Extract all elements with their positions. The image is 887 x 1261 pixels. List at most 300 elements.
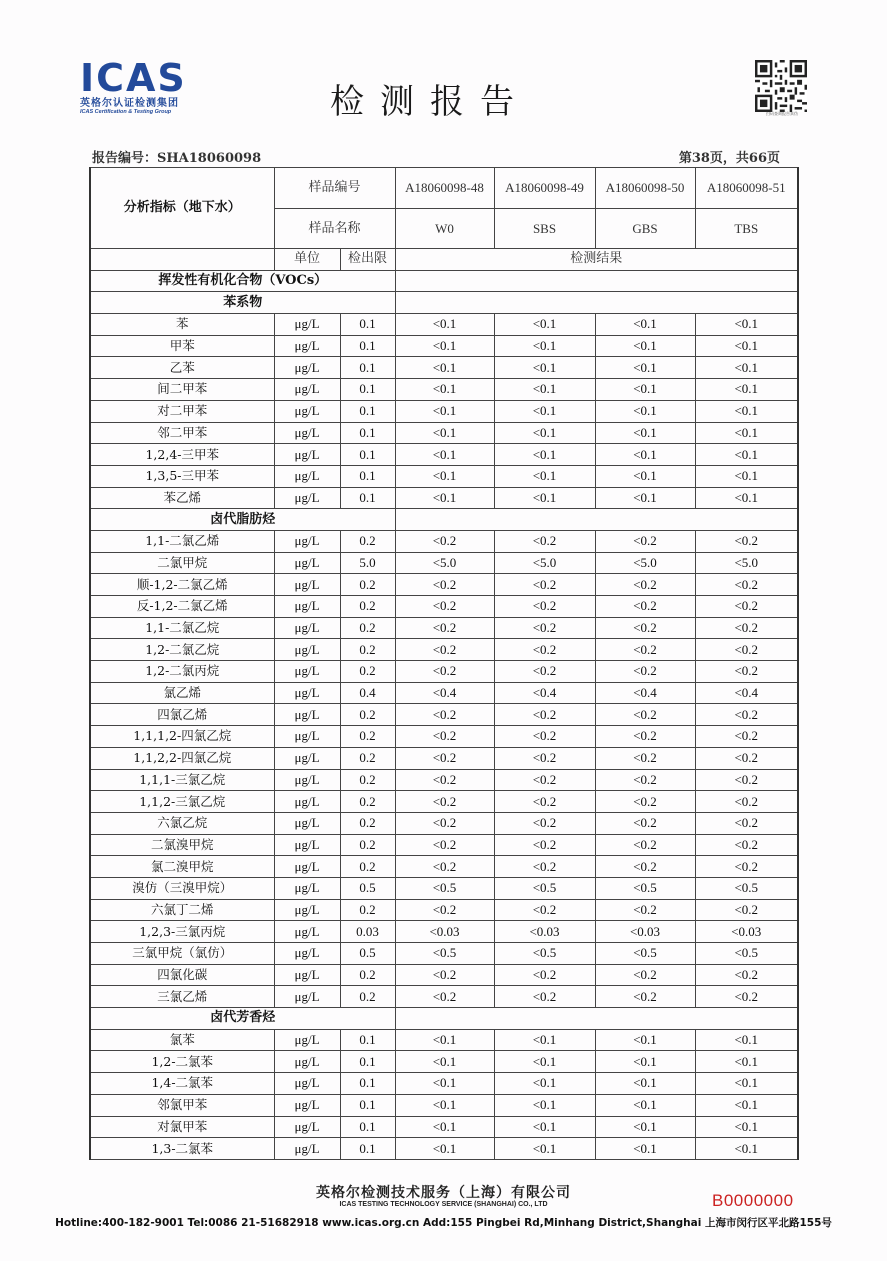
result-cell: <0.2 <box>595 856 695 878</box>
limit-cell: 0.1 <box>340 400 395 422</box>
unit-cell: μg/L <box>274 921 340 943</box>
result-cell: <0.1 <box>494 1116 595 1138</box>
result-cell: <0.2 <box>595 596 695 618</box>
result-cell: <0.2 <box>395 791 494 813</box>
result-cell: <0.2 <box>494 747 595 769</box>
result-cell: <0.2 <box>494 899 595 921</box>
section-blank-cell <box>395 270 798 292</box>
result-cell: <0.2 <box>695 899 798 921</box>
result-cell: <0.2 <box>494 704 595 726</box>
result-cell: <0.1 <box>494 379 595 401</box>
limit-cell: 0.2 <box>340 834 395 856</box>
limit-cell: 0.2 <box>340 812 395 834</box>
result-cell: <0.1 <box>494 1138 595 1160</box>
section-row <box>90 509 798 531</box>
result-cell: <0.1 <box>395 487 494 509</box>
section-label: 挥发性有机化合物（VOCs） <box>90 270 395 292</box>
unit-cell: μg/L <box>274 596 340 618</box>
analyte-name: 溴仿（三溴甲烷） <box>90 877 274 899</box>
limit-cell: 0.2 <box>340 856 395 878</box>
result-cell: <0.2 <box>494 986 595 1008</box>
limit-cell: 0.4 <box>340 682 395 704</box>
result-cell: <0.2 <box>695 964 798 986</box>
unit-cell: μg/L <box>274 1138 340 1160</box>
result-cell: <0.1 <box>695 1051 798 1073</box>
table-row <box>90 704 798 726</box>
result-cell: <0.5 <box>395 943 494 965</box>
table-row <box>90 943 798 965</box>
result-cell: <0.1 <box>494 1029 595 1051</box>
limit-label: 检出限 <box>340 249 395 271</box>
section-blank-cell <box>395 292 798 314</box>
table-row <box>90 1029 798 1051</box>
table-row <box>90 335 798 357</box>
result-cell: <0.1 <box>494 335 595 357</box>
analyte-name: 1,1-二氯乙烷 <box>90 617 274 639</box>
analyte-name: 1,1,2,2-四氯乙烷 <box>90 747 274 769</box>
result-cell: <0.2 <box>595 791 695 813</box>
unit-cell: μg/L <box>274 812 340 834</box>
limit-cell: 0.2 <box>340 747 395 769</box>
limit-cell: 0.1 <box>340 314 395 336</box>
result-label: 检测结果 <box>395 249 798 271</box>
result-cell: <0.1 <box>695 314 798 336</box>
document-title: 检测报告 <box>330 82 530 122</box>
table-row <box>90 422 798 444</box>
limit-cell: 0.1 <box>340 1073 395 1095</box>
section-label: 苯系物 <box>90 292 395 314</box>
qr-caption: 扫码查询报告真伪 <box>766 111 798 116</box>
unit-cell: μg/L <box>274 444 340 466</box>
result-cell: <0.1 <box>595 1073 695 1095</box>
limit-cell: 0.2 <box>340 899 395 921</box>
result-cell: <0.5 <box>595 943 695 965</box>
analyte-name: 对氯甲苯 <box>90 1116 274 1138</box>
results-table <box>89 167 799 1160</box>
result-cell: <0.1 <box>395 1051 494 1073</box>
result-cell: <0.1 <box>695 465 798 487</box>
result-cell: <0.03 <box>695 921 798 943</box>
logo-mark: ICAS <box>80 56 187 100</box>
table-row <box>90 465 798 487</box>
analyte-name: 氯苯 <box>90 1029 274 1051</box>
result-cell: <0.2 <box>595 769 695 791</box>
result-cell: <0.1 <box>695 487 798 509</box>
result-cell: <0.2 <box>595 747 695 769</box>
analyte-name: 1,2,3-三氯丙烷 <box>90 921 274 943</box>
result-cell: <0.2 <box>395 834 494 856</box>
analyte-name: 四氯乙烯 <box>90 704 274 726</box>
result-cell: <0.2 <box>494 791 595 813</box>
header-row-sample-id <box>90 168 798 209</box>
result-cell: <0.2 <box>494 856 595 878</box>
result-cell: <0.1 <box>494 487 595 509</box>
result-cell: <0.1 <box>395 379 494 401</box>
analyte-name: 二氯甲烷 <box>90 552 274 574</box>
unit-cell: μg/L <box>274 834 340 856</box>
result-cell: <0.1 <box>595 465 695 487</box>
unit-cell: μg/L <box>274 964 340 986</box>
result-cell: <0.1 <box>494 1051 595 1073</box>
section-label: 卤代芳香烃 <box>90 1008 395 1030</box>
header-row-units <box>90 249 798 271</box>
result-cell: <0.1 <box>395 444 494 466</box>
result-cell: <5.0 <box>494 552 595 574</box>
table-row <box>90 899 798 921</box>
result-cell: <0.1 <box>695 444 798 466</box>
logo-english-name: ICAS Certification & Testing Group <box>80 109 172 115</box>
analyte-name: 苯 <box>90 314 274 336</box>
analyte-name: 二氯溴甲烷 <box>90 834 274 856</box>
result-cell: <0.2 <box>395 964 494 986</box>
unit-cell: μg/L <box>274 357 340 379</box>
limit-cell: 0.1 <box>340 1138 395 1160</box>
contact-line: Hotline:400-182-9001 Tel:0086 21-51682918 www.icas.org.cn Add:155 Pingbei Rd,Minhang District,Shanghai 上海市闵行区平北路155号 <box>55 1217 832 1229</box>
result-cell: <5.0 <box>395 552 494 574</box>
result-cell: <0.1 <box>695 379 798 401</box>
table-row <box>90 552 798 574</box>
table-row <box>90 661 798 683</box>
result-cell: <0.2 <box>695 639 798 661</box>
results-table-container <box>89 167 797 1160</box>
result-cell: <0.1 <box>595 1138 695 1160</box>
result-cell: <0.2 <box>395 530 494 552</box>
result-cell: <0.1 <box>494 422 595 444</box>
result-cell: <0.4 <box>395 682 494 704</box>
unit-cell: μg/L <box>274 639 340 661</box>
result-cell: <0.2 <box>395 899 494 921</box>
result-cell: <0.1 <box>595 1029 695 1051</box>
table-row <box>90 574 798 596</box>
sample-no-label: 样品编号 <box>274 168 395 209</box>
analyte-name: 苯乙烯 <box>90 487 274 509</box>
result-cell: <0.1 <box>494 1073 595 1095</box>
result-cell: <0.5 <box>494 943 595 965</box>
result-cell: <0.1 <box>395 465 494 487</box>
result-cell: <0.2 <box>494 661 595 683</box>
result-cell: <0.2 <box>494 726 595 748</box>
result-cell: <5.0 <box>695 552 798 574</box>
unit-cell: μg/L <box>274 877 340 899</box>
analysis-index-header: 分析指标（地下水） <box>90 168 274 249</box>
unit-cell: μg/L <box>274 617 340 639</box>
result-cell: <0.1 <box>595 379 695 401</box>
limit-cell: 0.2 <box>340 661 395 683</box>
result-cell: <0.5 <box>395 877 494 899</box>
table-row <box>90 357 798 379</box>
table-row <box>90 877 798 899</box>
result-cell: <0.2 <box>494 639 595 661</box>
result-cell: <0.03 <box>494 921 595 943</box>
result-cell: <0.2 <box>494 596 595 618</box>
result-cell: <0.2 <box>494 769 595 791</box>
section-blank-cell <box>395 509 798 531</box>
result-cell: <0.2 <box>595 834 695 856</box>
limit-cell: 0.2 <box>340 791 395 813</box>
limit-cell: 0.1 <box>340 357 395 379</box>
result-cell: <0.2 <box>494 812 595 834</box>
result-cell: <0.2 <box>695 747 798 769</box>
result-cell: <0.2 <box>595 899 695 921</box>
unit-cell: μg/L <box>274 747 340 769</box>
table-row <box>90 596 798 618</box>
table-row <box>90 921 798 943</box>
table-row <box>90 812 798 834</box>
result-cell: <0.1 <box>395 1116 494 1138</box>
table-row <box>90 986 798 1008</box>
unit-cell: μg/L <box>274 552 340 574</box>
unit-cell: μg/L <box>274 856 340 878</box>
result-cell: <0.2 <box>395 639 494 661</box>
unit-cell: μg/L <box>274 661 340 683</box>
unit-cell: μg/L <box>274 791 340 813</box>
result-cell: <0.5 <box>595 877 695 899</box>
result-cell: <0.5 <box>695 943 798 965</box>
limit-cell: 0.5 <box>340 943 395 965</box>
table-row <box>90 726 798 748</box>
analyte-name: 1,1-二氯乙烯 <box>90 530 274 552</box>
analyte-name: 三氯乙烯 <box>90 986 274 1008</box>
result-cell: <0.2 <box>395 704 494 726</box>
table-row <box>90 1051 798 1073</box>
analyte-name: 甲苯 <box>90 335 274 357</box>
result-cell: <0.2 <box>494 617 595 639</box>
result-cell: <0.2 <box>395 596 494 618</box>
unit-cell: μg/L <box>274 422 340 444</box>
section-row <box>90 270 798 292</box>
result-cell: <0.1 <box>695 1138 798 1160</box>
result-cell: <0.1 <box>395 1094 494 1116</box>
result-cell: <0.1 <box>595 314 695 336</box>
analyte-name: 四氯化碳 <box>90 964 274 986</box>
result-cell: <0.1 <box>595 422 695 444</box>
analyte-name: 1,3-二氯苯 <box>90 1138 274 1160</box>
limit-cell: 0.1 <box>340 465 395 487</box>
limit-cell: 0.1 <box>340 1029 395 1051</box>
result-cell: <0.1 <box>695 400 798 422</box>
section-blank-cell <box>395 1008 798 1030</box>
limit-cell: 0.2 <box>340 530 395 552</box>
result-cell: <0.2 <box>395 986 494 1008</box>
table-row <box>90 747 798 769</box>
section-row <box>90 1008 798 1030</box>
analyte-name: 邻氯甲苯 <box>90 1094 274 1116</box>
result-cell: <0.1 <box>494 314 595 336</box>
result-cell: <0.03 <box>595 921 695 943</box>
unit-cell: μg/L <box>274 726 340 748</box>
result-cell: <0.1 <box>595 487 695 509</box>
table-row <box>90 487 798 509</box>
analyte-name: 邻二甲苯 <box>90 422 274 444</box>
analyte-name: 氯二溴甲烷 <box>90 856 274 878</box>
result-cell: <0.1 <box>595 400 695 422</box>
result-cell: <0.2 <box>695 856 798 878</box>
limit-cell: 0.2 <box>340 617 395 639</box>
unit-cell: μg/L <box>274 1073 340 1095</box>
limit-cell: 0.1 <box>340 1094 395 1116</box>
table-row <box>90 856 798 878</box>
result-cell: <0.2 <box>395 617 494 639</box>
unit-cell: μg/L <box>274 1051 340 1073</box>
result-cell: <0.1 <box>395 335 494 357</box>
result-cell: <0.2 <box>395 747 494 769</box>
result-cell: <0.2 <box>595 530 695 552</box>
result-cell: <0.1 <box>695 422 798 444</box>
analyte-name: 1,2-二氯苯 <box>90 1051 274 1073</box>
result-cell: <0.2 <box>494 530 595 552</box>
unit-cell: μg/L <box>274 1029 340 1051</box>
result-cell: <0.1 <box>695 1029 798 1051</box>
analyte-name: 氯乙烯 <box>90 682 274 704</box>
result-cell: <0.1 <box>494 1094 595 1116</box>
table-row <box>90 1138 798 1160</box>
unit-cell: μg/L <box>274 1094 340 1116</box>
result-cell: <0.1 <box>494 444 595 466</box>
result-cell: <0.2 <box>695 834 798 856</box>
table-row <box>90 769 798 791</box>
result-cell: <0.2 <box>494 834 595 856</box>
analyte-name: 反-1,2-二氯乙烯 <box>90 596 274 618</box>
result-cell: <0.5 <box>695 877 798 899</box>
result-cell: <0.03 <box>395 921 494 943</box>
page-number: 第38页，共66页 <box>678 151 780 166</box>
result-cell: <0.1 <box>595 1116 695 1138</box>
analyte-name: 三氯甲烷（氯仿） <box>90 943 274 965</box>
result-cell: <0.1 <box>595 335 695 357</box>
sample-name-cell: W0 <box>395 209 494 249</box>
report-number: 报告编号：SHA18060098 <box>92 151 262 166</box>
analyte-name: 1,4-二氯苯 <box>90 1073 274 1095</box>
result-cell: <0.2 <box>695 986 798 1008</box>
limit-cell: 0.1 <box>340 487 395 509</box>
result-cell: <0.2 <box>595 986 695 1008</box>
limit-cell: 0.1 <box>340 444 395 466</box>
result-cell: <0.1 <box>695 1073 798 1095</box>
limit-cell: 0.2 <box>340 574 395 596</box>
result-cell: <0.2 <box>695 574 798 596</box>
logo-chinese-name: 英格尔认证检测集团 <box>80 98 179 109</box>
section-row <box>90 292 798 314</box>
analyte-name: 1,1,2-三氯乙烷 <box>90 791 274 813</box>
result-cell: <0.1 <box>595 1051 695 1073</box>
result-cell: <0.2 <box>395 574 494 596</box>
limit-cell: 0.1 <box>340 379 395 401</box>
unit-label: 单位 <box>274 249 340 271</box>
result-cell: <0.2 <box>595 726 695 748</box>
limit-cell: 0.2 <box>340 986 395 1008</box>
analyte-name: 乙苯 <box>90 357 274 379</box>
result-cell: <0.5 <box>494 877 595 899</box>
result-cell: <0.2 <box>695 530 798 552</box>
result-cell: <0.1 <box>695 1116 798 1138</box>
company-name-chinese: 英格尔检测技术服务（上海）有限公司 <box>316 1185 571 1201</box>
table-row <box>90 400 798 422</box>
sample-name-cell: GBS <box>595 209 695 249</box>
result-cell: <0.1 <box>595 1094 695 1116</box>
result-cell: <0.1 <box>695 1094 798 1116</box>
table-row <box>90 617 798 639</box>
serial-number: B0000000 <box>712 1191 794 1210</box>
limit-cell: 0.1 <box>340 422 395 444</box>
result-cell: <0.4 <box>695 682 798 704</box>
table-row <box>90 379 798 401</box>
limit-cell: 5.0 <box>340 552 395 574</box>
analyte-name: 1,2-二氯乙烷 <box>90 639 274 661</box>
sample-id-cell: A18060098-48 <box>395 168 494 209</box>
result-cell: <0.2 <box>395 661 494 683</box>
unit-cell: μg/L <box>274 986 340 1008</box>
sample-name-cell: SBS <box>494 209 595 249</box>
result-cell: <0.2 <box>695 812 798 834</box>
result-cell: <0.1 <box>494 357 595 379</box>
sample-name-label: 样品名称 <box>274 209 395 249</box>
table-row <box>90 1094 798 1116</box>
result-cell: <0.2 <box>695 704 798 726</box>
result-cell: <0.2 <box>695 617 798 639</box>
result-cell: <0.1 <box>395 357 494 379</box>
table-row <box>90 444 798 466</box>
result-cell: <0.2 <box>695 596 798 618</box>
result-cell: <0.2 <box>595 964 695 986</box>
limit-cell: 0.1 <box>340 335 395 357</box>
unit-cell: μg/L <box>274 574 340 596</box>
table-row <box>90 530 798 552</box>
unit-cell: μg/L <box>274 465 340 487</box>
result-cell: <0.2 <box>395 769 494 791</box>
sample-id-cell: A18060098-50 <box>595 168 695 209</box>
result-cell: <0.1 <box>595 357 695 379</box>
result-cell: <0.2 <box>395 856 494 878</box>
analyte-name: 1,2-二氯丙烷 <box>90 661 274 683</box>
limit-cell: 0.2 <box>340 964 395 986</box>
result-cell: <0.1 <box>395 314 494 336</box>
unit-cell: μg/L <box>274 704 340 726</box>
result-cell: <0.1 <box>395 422 494 444</box>
result-cell: <0.2 <box>695 726 798 748</box>
table-row <box>90 1116 798 1138</box>
result-cell: <0.1 <box>395 1029 494 1051</box>
result-cell: <0.2 <box>595 574 695 596</box>
unit-cell: μg/L <box>274 487 340 509</box>
result-cell: <0.1 <box>395 1138 494 1160</box>
result-cell: <0.1 <box>695 335 798 357</box>
result-cell: <5.0 <box>595 552 695 574</box>
limit-cell: 0.2 <box>340 726 395 748</box>
table-row <box>90 791 798 813</box>
table-row <box>90 964 798 986</box>
result-cell: <0.2 <box>595 704 695 726</box>
unit-cell: μg/L <box>274 379 340 401</box>
analyte-name: 对二甲苯 <box>90 400 274 422</box>
result-cell: <0.2 <box>494 964 595 986</box>
unit-cell: μg/L <box>274 899 340 921</box>
result-cell: <0.1 <box>695 357 798 379</box>
analyte-name: 1,3,5-三甲苯 <box>90 465 274 487</box>
analyte-name: 间二甲苯 <box>90 379 274 401</box>
table-row <box>90 682 798 704</box>
result-cell: <0.2 <box>695 769 798 791</box>
analyte-name: 顺-1,2-二氯乙烯 <box>90 574 274 596</box>
blank-cell <box>90 249 274 271</box>
result-cell: <0.2 <box>494 574 595 596</box>
table-row <box>90 1073 798 1095</box>
table-row <box>90 314 798 336</box>
table-row <box>90 639 798 661</box>
result-cell: <0.2 <box>595 812 695 834</box>
result-cell: <0.2 <box>595 661 695 683</box>
sample-id-cell: A18060098-51 <box>695 168 798 209</box>
result-cell: <0.2 <box>395 812 494 834</box>
